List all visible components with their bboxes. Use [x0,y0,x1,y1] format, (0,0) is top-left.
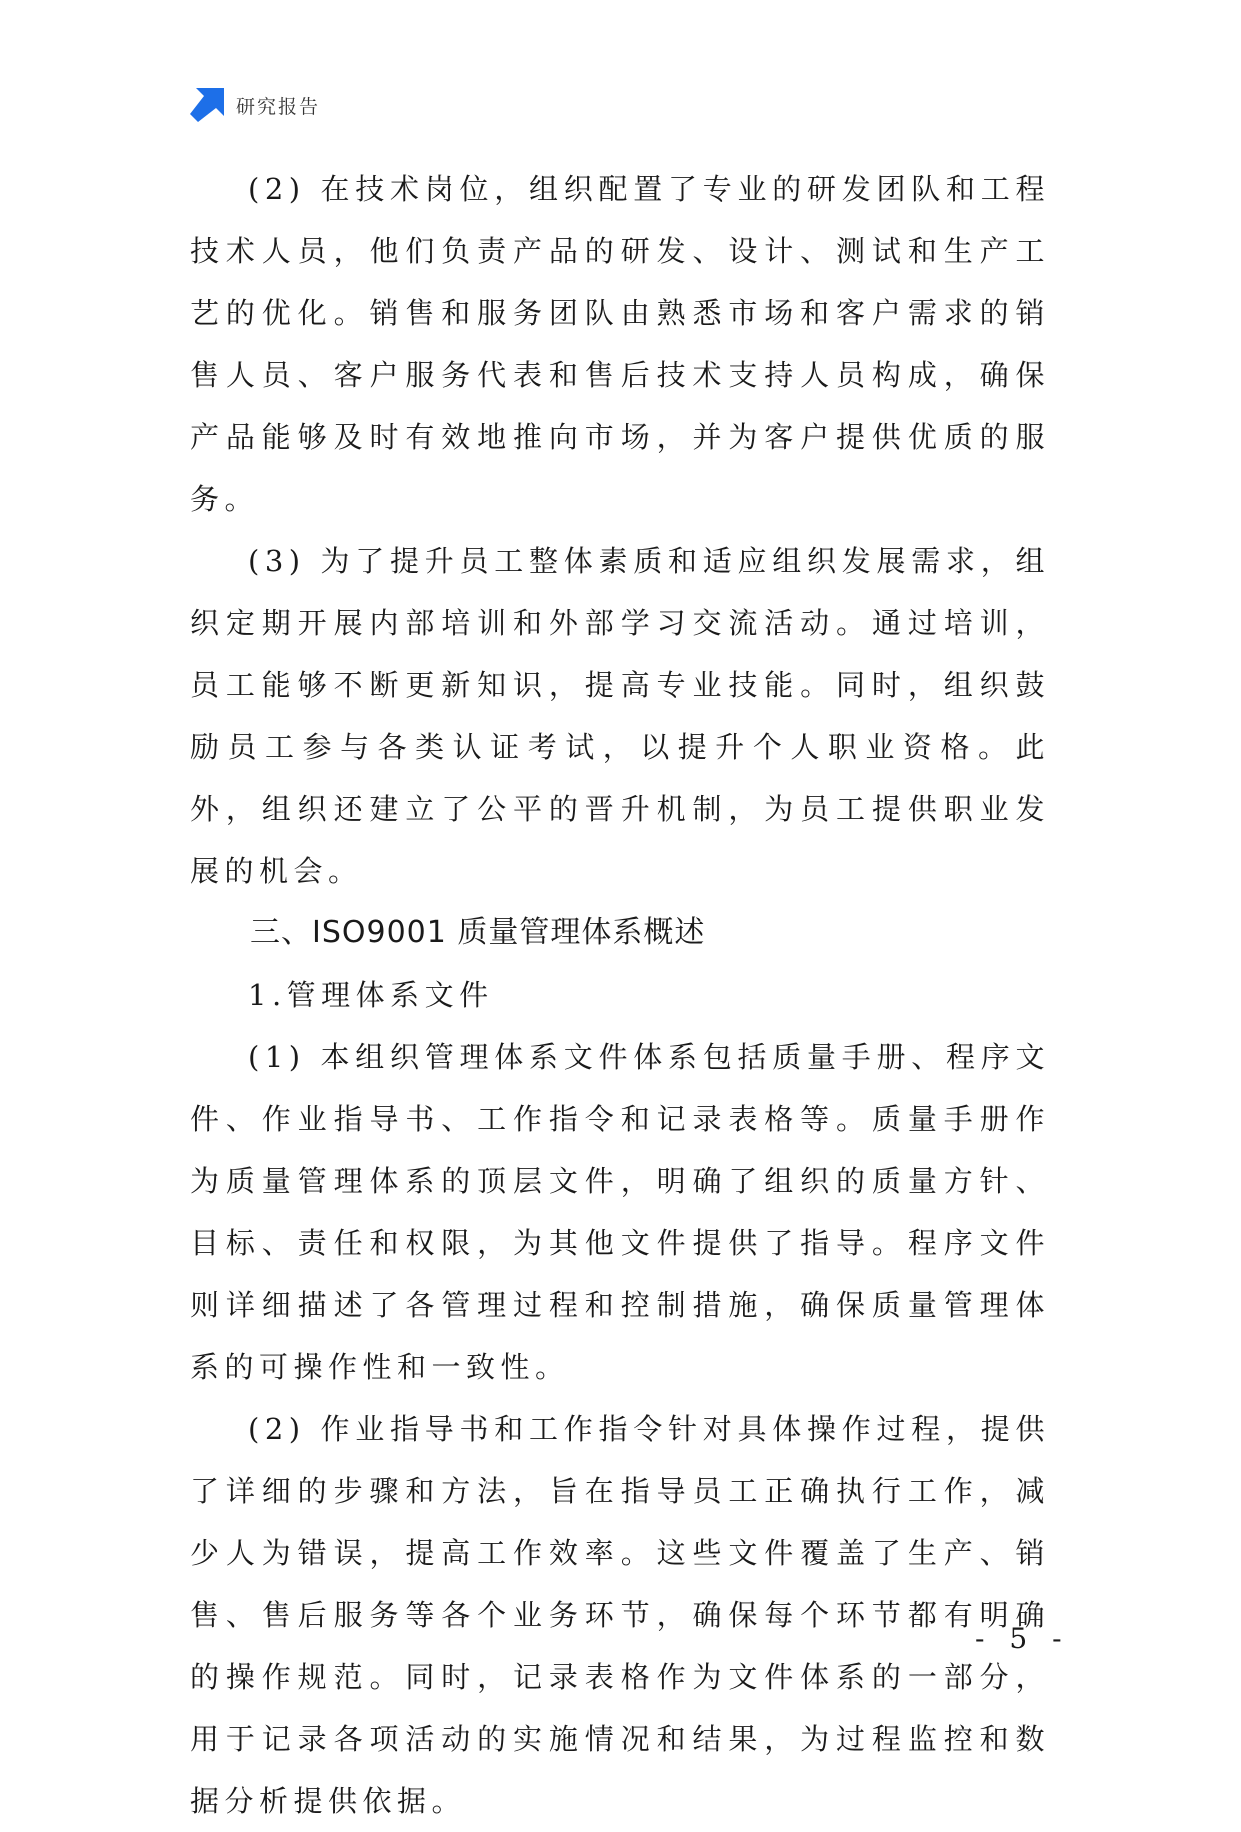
document-body [190,158,1050,1832]
subsection-heading: 1.管理体系文件 [248,978,494,1012]
page-number: - 5 - [975,1622,1070,1655]
arrow-up-right-icon [190,88,224,122]
paragraph-work-instructions: (2) 作业指导书和工作指令针对具体操作过程，提供了详细的步骤和方法，旨在指导员工正确执行工作，减少人为错误，提高工作效率。这些文件覆盖了生产、销售、售后服务等各个业务环节，确保每个环节都有明确的操作规范。同时，记录表格作为文件体系的一部分，用于记录各项活动的实施情况和结果，为过程监控和数据分析提供依据。 [190,1412,1050,1818]
header-title: 研究报告 [236,95,321,118]
section-heading: 三、ISO9001 质量管理体系概述 [250,915,706,950]
paragraph-training: (3) 为了提升员工整体素质和适应组织发展需求，组织定期开展内部培训和外部学习交流活动。通过培训，员工能够不断更新知识，提高专业技能。同时，组织鼓励员工参与各类认证考试，以提升个人职业资格。此外，组织还建立了公平的晋升机制，为员工提供职业发展的机会。 [190,544,1050,888]
paragraph-tech-positions: (2) 在技术岗位，组织配置了专业的研发团队和工程技术人员，他们负责产品的研发、设计、测试和生产工艺的优化。销售和服务团队由熟悉市场和客户需求的销售人员、客户服务代表和售后技术支持人员构成，确保产品能够及时有效地推向市场，并为客户提供优质的服务。 [190,172,1050,516]
paragraph-document-system: (1) 本组织管理体系文件体系包括质量手册、程序文件、作业指导书、工作指令和记录表格等。质量手册作为质量管理体系的顶层文件，明确了组织的质量方针、目标、责任和权限，为其他文件提供了指导。程序文件则详细描述了各管理过程和控制措施，确保质量管理体系的可操作性和一致性。 [190,1040,1050,1384]
page-header [190,88,320,122]
